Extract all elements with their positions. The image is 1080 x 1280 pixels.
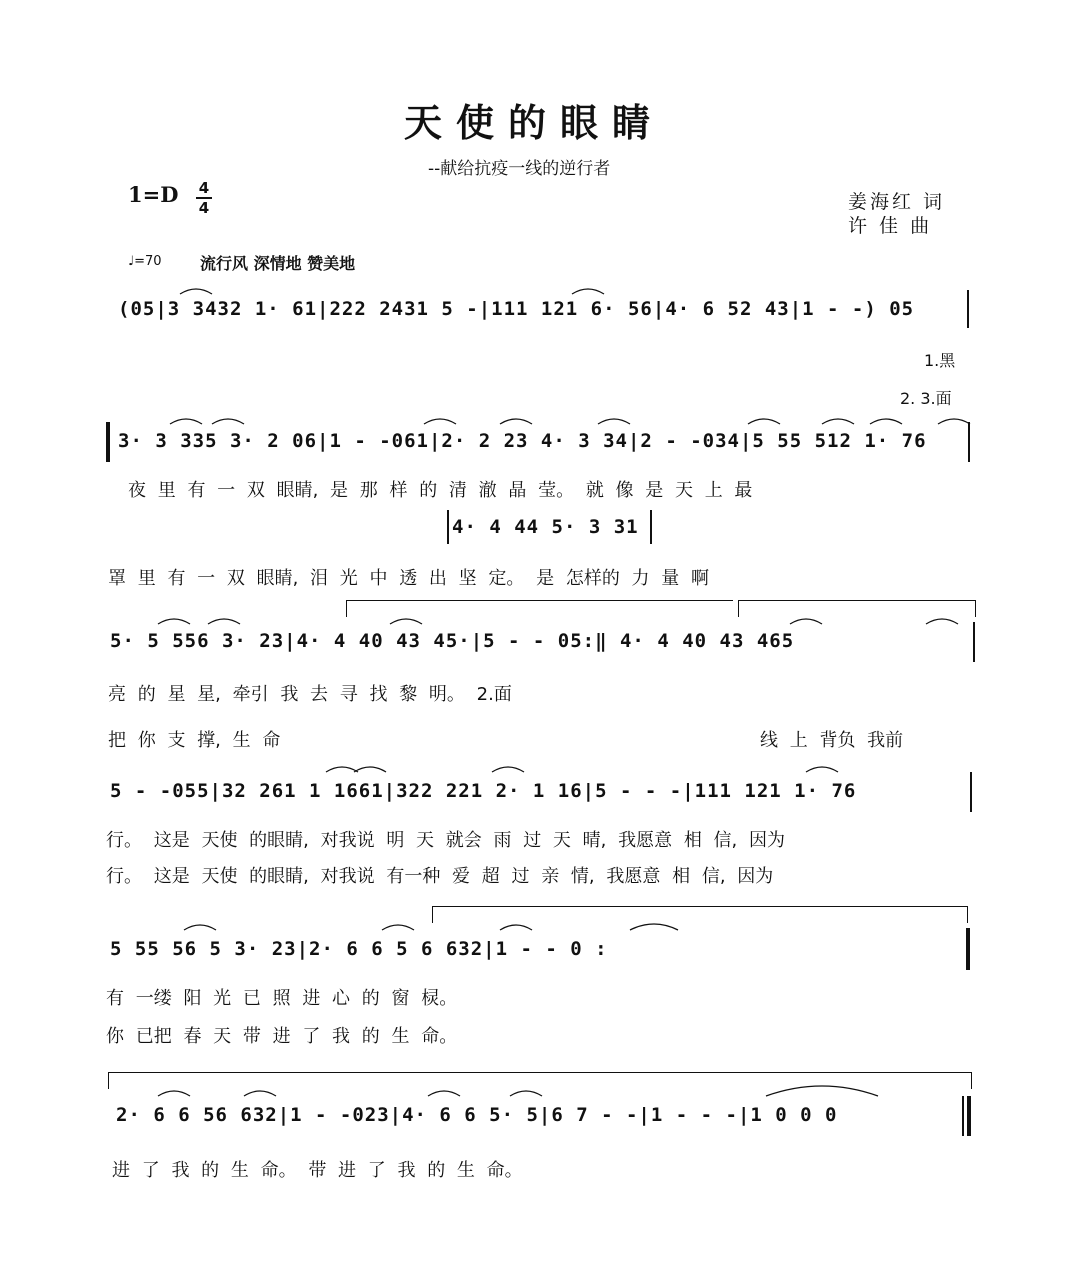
slur (806, 767, 838, 772)
slur (510, 1091, 542, 1096)
lyric-row-2: 夜 里 有 一 双 眼睛, 是 那 样 的 清 澈 晶 莹。 就 像 是 天 上 最 (128, 480, 753, 501)
notation-row-4: 5 - -055|32 261 1 1661|322 221 2· 1 16|5 - - -|111 121 1· 76 (110, 780, 857, 802)
volta-bracket-1 (346, 600, 733, 617)
slur (326, 767, 358, 772)
lyric-row-3a: 亮 的 星 星, 牵引 我 去 寻 找 黎 明。 2.面 (108, 684, 512, 705)
slur (244, 1091, 276, 1096)
slur (212, 419, 244, 424)
slur (390, 619, 422, 624)
barline (650, 510, 652, 544)
time-signature (196, 180, 212, 216)
verse-marker-1: 1.黑 (924, 351, 956, 370)
slur (354, 767, 386, 772)
meter-bottom: 4 (198, 199, 210, 217)
barline (968, 422, 970, 462)
notation-row-2: 3· 3 335 3· 2 06|1 - -061|2· 2 23 4· 3 34|2 - -034|5 55 512 1· 76 (118, 430, 927, 452)
barline (967, 290, 969, 328)
slur (170, 419, 202, 424)
final-barline-thick (967, 1096, 971, 1136)
key-signature: 1=D (128, 182, 179, 207)
barline (447, 510, 449, 544)
slur (938, 419, 970, 424)
slur (180, 289, 212, 294)
slur (630, 924, 678, 930)
slur (500, 419, 532, 424)
slur (424, 419, 456, 424)
lyric-row-4a: 行。 这是 天使 的眼睛, 对我说 明 天 就会 雨 过 天 晴, 我愿意 相 信, 因为 (106, 830, 785, 851)
lyric-row-5b: 你 已把 春 天 带 进 了 我 的 生 命。 (106, 1026, 458, 1047)
slur (790, 619, 822, 624)
composer-credit: 许 佳 曲 (848, 215, 933, 237)
meter-top: 4 (198, 179, 210, 197)
slur (926, 619, 958, 624)
notation-row-3: 5· 5 556 3· 23|4· 4 40 43 45·|5 - - 05:‖ 4· 4 40 43 465 (110, 630, 795, 652)
song-title: 天使的眼睛 (404, 101, 665, 145)
barline (970, 772, 972, 812)
repeat-end-bar (966, 928, 970, 970)
verse-marker-2: 2. 3.面 (900, 389, 952, 408)
slur (158, 619, 190, 624)
slur (822, 419, 854, 424)
notation-row-1: (05|3 3432 1· 61|222 2431 5 -|111 121 6· 56|4· 6 52 43|1 - -) 05 (118, 298, 915, 320)
slur (382, 925, 414, 930)
volta-bracket-2 (738, 600, 976, 617)
slur (870, 419, 902, 424)
slur (208, 619, 240, 624)
slur (598, 419, 630, 424)
slur (184, 925, 216, 930)
slur (492, 767, 524, 772)
tempo-mark: ♩=70 (128, 254, 162, 269)
final-barline-thin (962, 1096, 964, 1136)
slur (500, 925, 532, 930)
coda-bracket (108, 1072, 972, 1089)
lyric-row-6: 进 了 我 的 生 命。 带 进 了 我 的 生 命。 (112, 1160, 523, 1181)
style-direction: 流行风 深情地 赞美地 (200, 254, 356, 273)
dedication-subtitle: --献给抗疫一线的逆行者 (428, 159, 611, 179)
slur (748, 419, 780, 424)
lyric-row-2b: 罩 里 有 一 双 眼睛, 泪 光 中 透 出 坚 定。 是 怎样的 力 量 啊 (108, 568, 709, 589)
lyric-row-3b-right: 线 上 背负 我前 (760, 730, 904, 751)
repeat-start-bar (106, 422, 110, 462)
slur (428, 1091, 460, 1096)
notation-row-6: 2· 6 6 56 632|1 - -023|4· 6 6 5· 5|6 7 - -|1 - - -|1 0 0 0 (116, 1104, 838, 1126)
lyricist-credit: 姜海红 词 (848, 191, 946, 213)
slur (572, 289, 604, 294)
notation-row-2b: 4· 4 44 5· 3 31 (452, 516, 639, 538)
lyric-row-3b-left: 把 你 支 撑, 生 命 (108, 730, 281, 751)
slur (158, 1091, 190, 1096)
lyric-row-5a: 有 一缕 阳 光 已 照 进 心 的 窗 棂。 (106, 988, 458, 1009)
barline (973, 622, 975, 662)
notation-row-5: 5 55 56 5 3· 23|2· 6 6 5 6 632|1 - - 0 : (110, 938, 608, 960)
volta-bracket-3 (432, 906, 968, 923)
lyric-row-4b: 行。 这是 天使 的眼睛, 对我说 有一种 爱 超 过 亲 情, 我愿意 相 信, 因为 (106, 866, 774, 887)
